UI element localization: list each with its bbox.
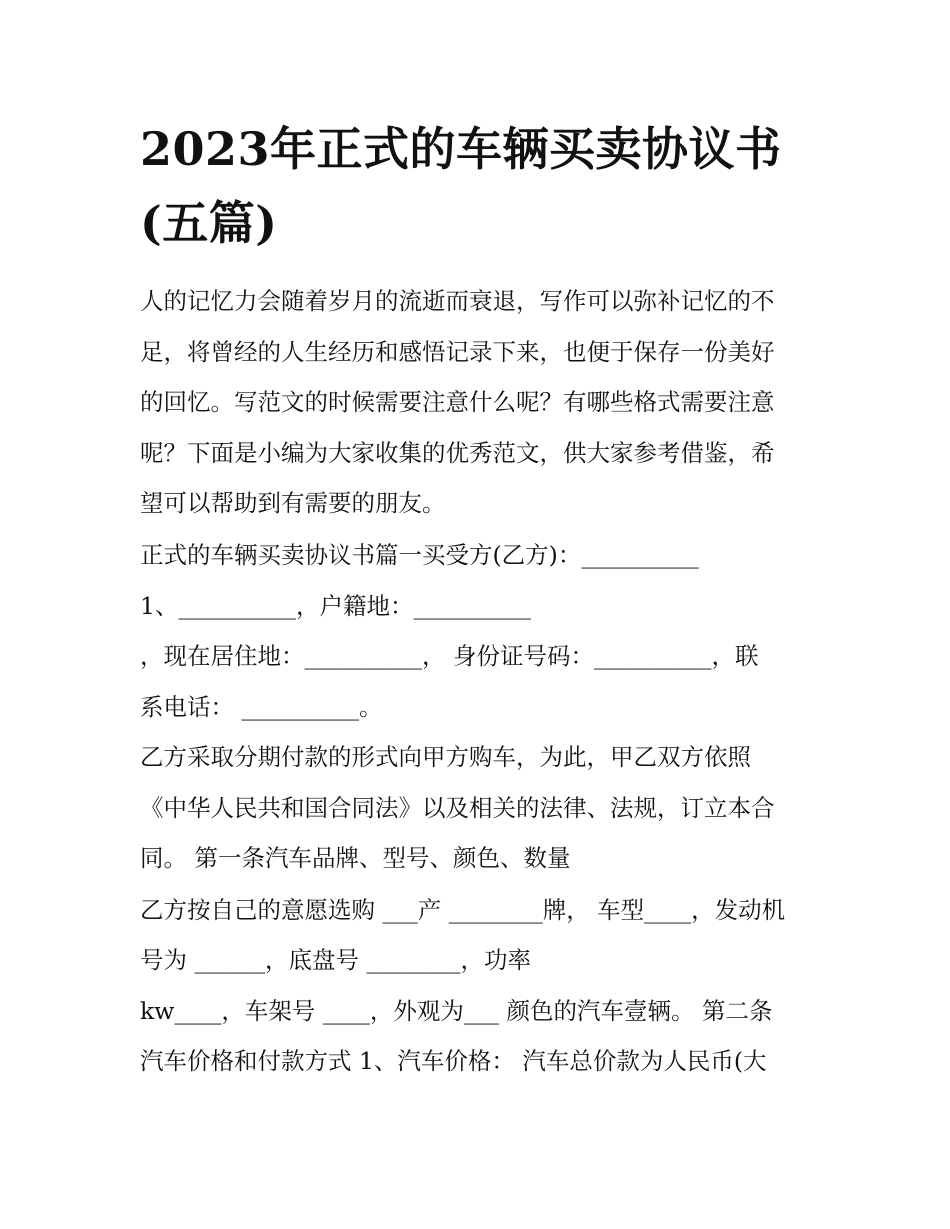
body-line-12: 同。 第一条汽车品牌、型号、颜色、数量 bbox=[140, 844, 571, 872]
body-line-7: 1、__________，户籍地：__________ bbox=[140, 592, 531, 620]
body-line-2: 足，将曾经的人生经历和感悟记录下来，也便于保存一份美好 bbox=[140, 338, 775, 366]
body-line-6: 正式的车辆买卖协议书篇一买受方(乙方)：__________ bbox=[140, 541, 699, 569]
body-line-10: 乙方采取分期付款的形式向甲方购车，为此，甲乙双方依照 bbox=[140, 743, 751, 771]
body-line-5: 望可以帮助到有需要的朋友。 bbox=[140, 489, 446, 517]
body-line-4: 呢？下面是小编为大家收集的优秀范文，供大家参考借鉴，希 bbox=[140, 439, 775, 467]
body-line-16: 汽车价格和付款方式 1、汽车价格： 汽车总价款为人民币(大 bbox=[140, 1047, 767, 1075]
body-line-15: kw____，车架号 ____，外观为___ 颜色的汽车壹辆。 第二条 bbox=[140, 997, 773, 1025]
body-line-3: 的回忆。写范文的时候需要注意什么呢？有哪些格式需要注意 bbox=[140, 388, 775, 416]
body-line-8: ，现在居住地：__________， 身份证号码：__________，联 bbox=[140, 642, 759, 670]
title-line-1: 2023年正式的车辆买卖协议书 bbox=[140, 122, 782, 176]
title-line-2: (五篇) bbox=[140, 196, 278, 250]
body-line-1: 人的记忆力会随着岁月的流逝而衰退，写作可以弥补记忆的不 bbox=[140, 287, 775, 315]
body-line-14: 号为 ______，底盘号 ________，功率 bbox=[140, 946, 531, 974]
body-line-9: 系电话： __________。 bbox=[140, 693, 383, 721]
body-line-11: 《中华人民共和国合同法》以及相关的法律、法规，订立本合 bbox=[140, 794, 775, 822]
body-line-13: 乙方按自己的意愿选购 ___产 ________牌， 车型____，发动机 bbox=[140, 896, 786, 924]
document-title bbox=[140, 112, 820, 260]
